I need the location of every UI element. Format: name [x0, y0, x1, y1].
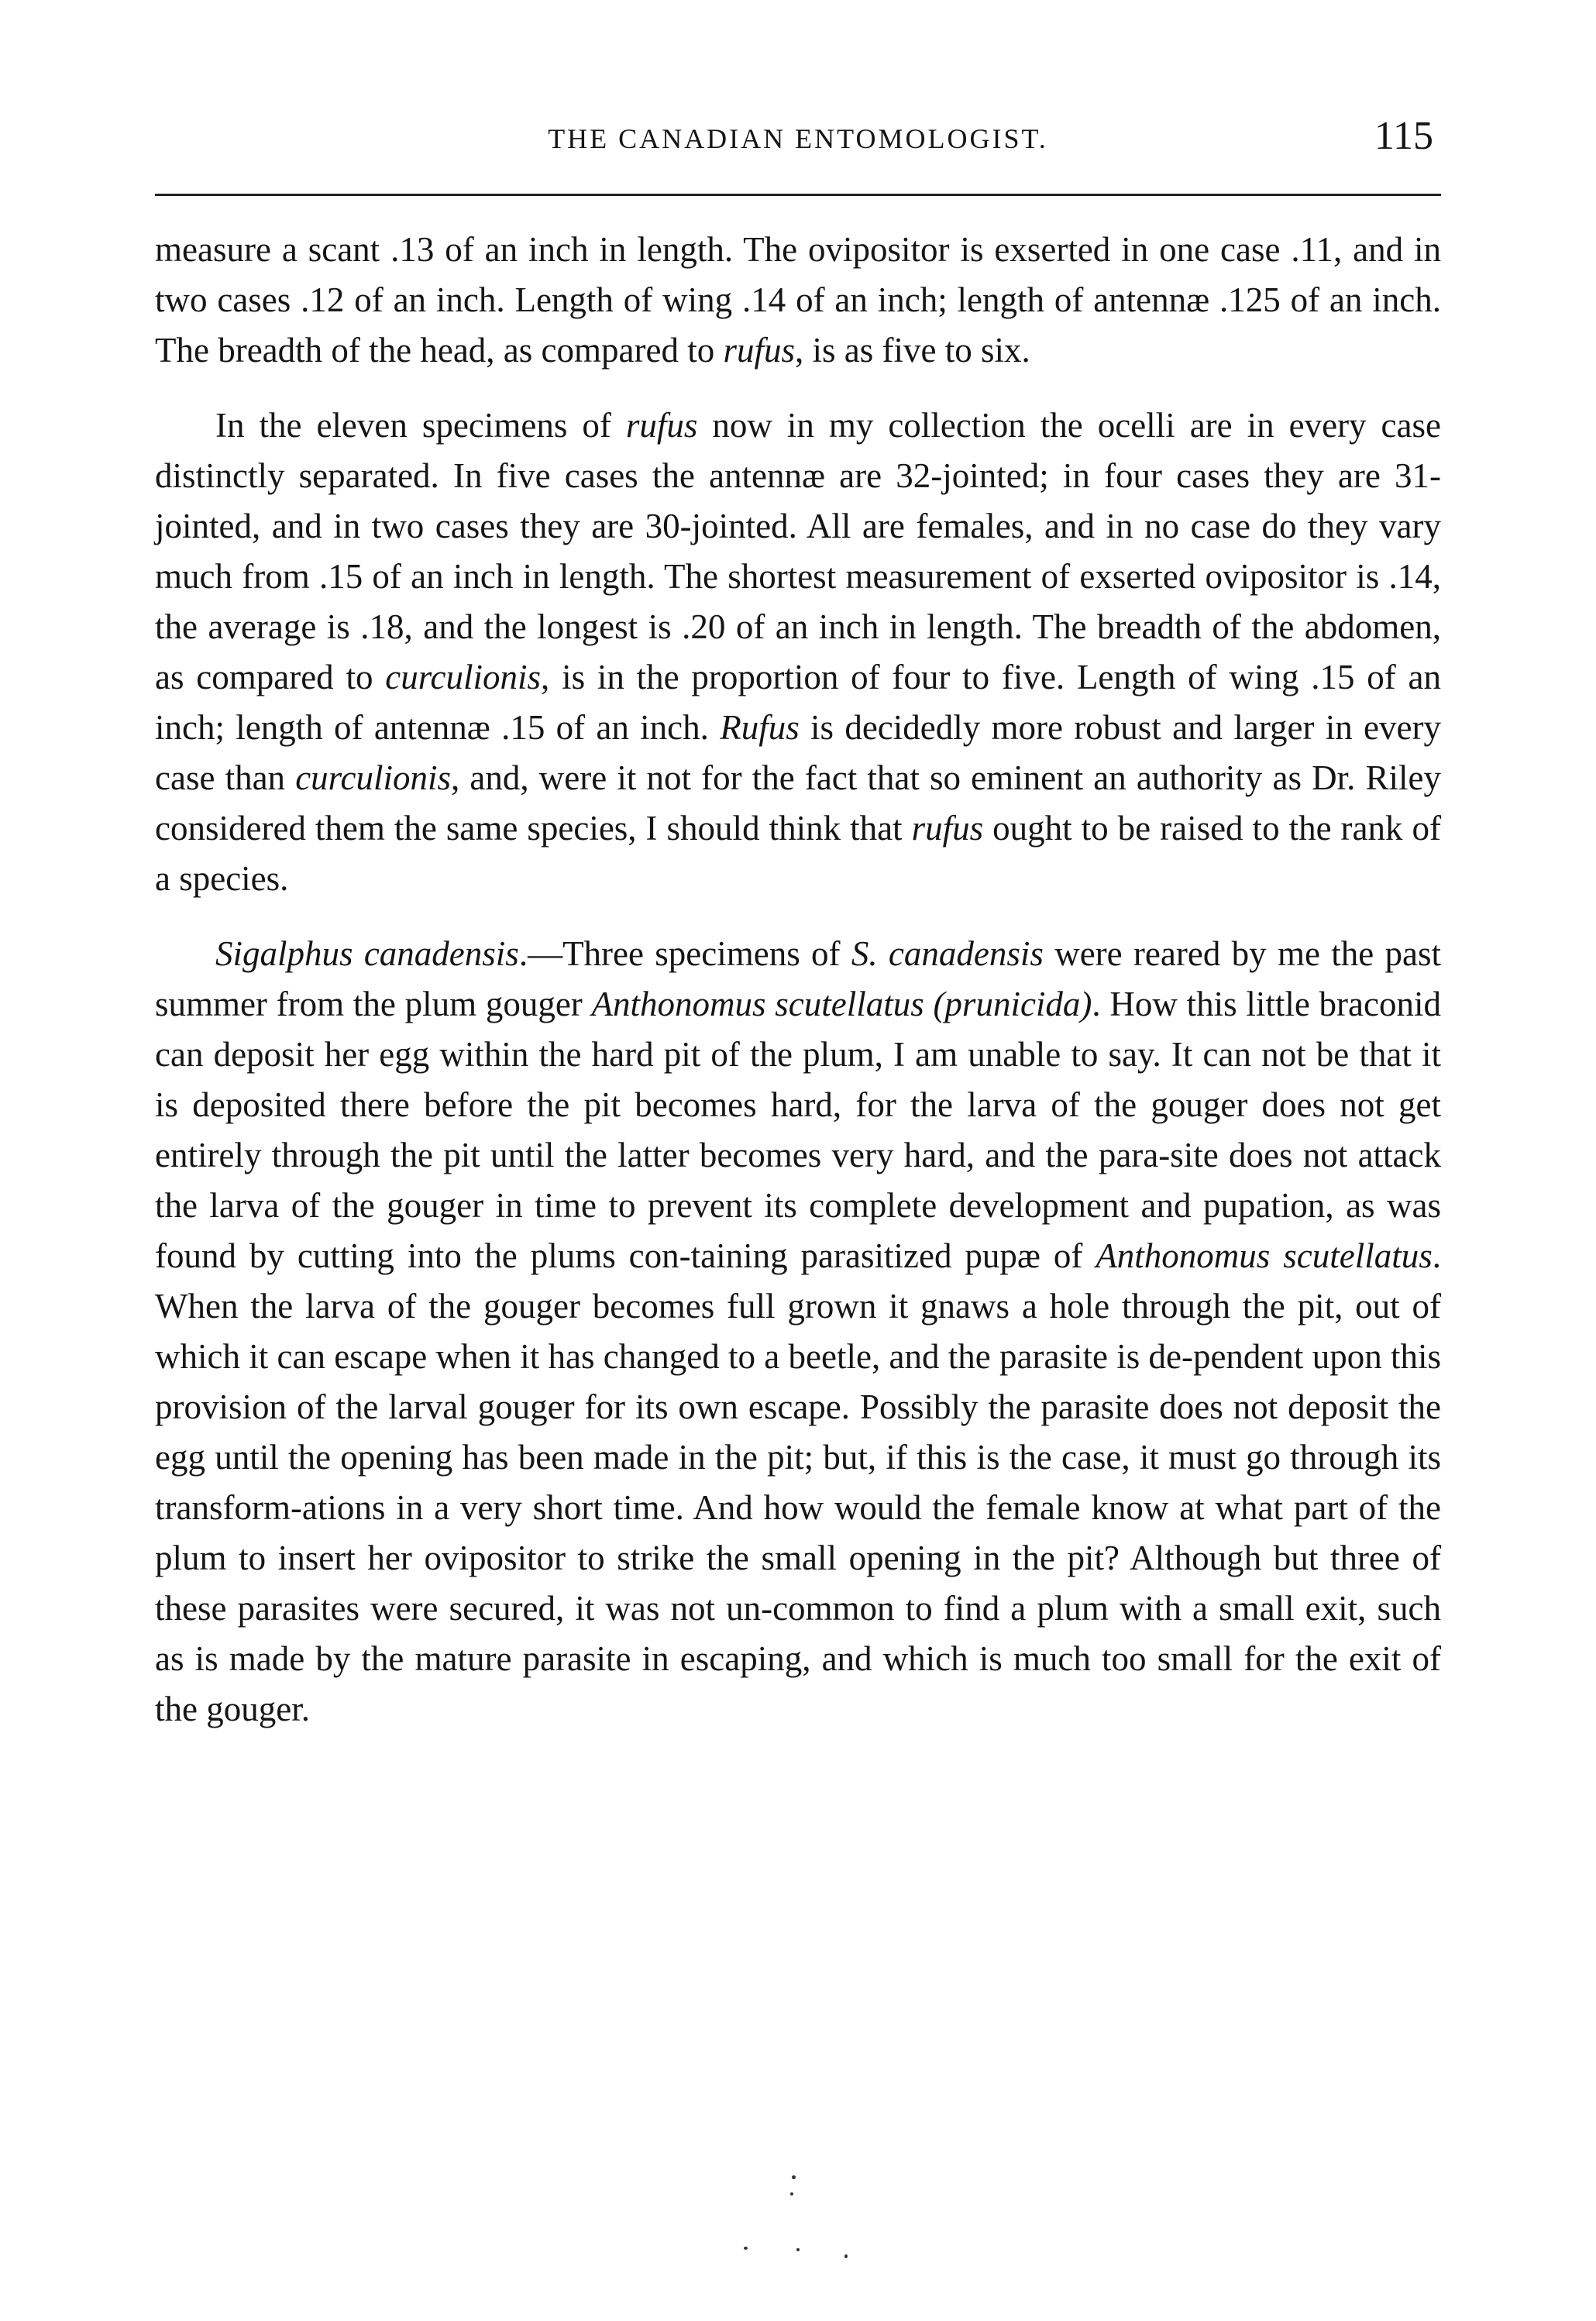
text-run: . How this little braconid can deposit her egg within the hard pit of the plum, I am unable to say. It can not be that it is deposited there before the pit becomes hard, for the larva of the gouger does not get entirely through the pit until the latter becomes very hard, and the para-site does not attack the larva of the gouger in time to prevent its complete development and pupation, as was found by cutting into the plums con-taining parasitized pupæ of	[155, 985, 1441, 1275]
text-run: measure a scant .13 of an inch in length. The ovipositor is exserted in one case .11, and in two cases .12 of an inch. Length of wing .14 of an inch; length of antennæ .125 of an inch. The breadth of the head, as compared to	[155, 230, 1441, 370]
italic-text: curculionis	[295, 758, 451, 797]
body-text	[155, 225, 1441, 1735]
italic-text: rufus	[911, 809, 984, 848]
italic-text: Rufus	[720, 708, 800, 747]
italic-text: rufus	[723, 331, 795, 370]
print-specks	[589, 2115, 899, 2270]
italic-text: curculionis	[385, 658, 542, 696]
italic-text: Anthonomus scutellatus	[1096, 1236, 1433, 1275]
page-number: 115	[1374, 114, 1433, 158]
italic-text: S. canadensis	[851, 934, 1044, 973]
running-head	[155, 116, 1441, 170]
text-run: were reared by me the past summer from the plum gouger	[155, 934, 1441, 1023]
book-page	[155, 0, 1441, 2321]
italic-text: Sigalphus canadensis	[215, 934, 519, 973]
text-run: is decidedly more robust and larger in every case than	[155, 708, 1441, 797]
text-run: , and, were it not for the fact that so eminent an authority as Dr. Riley considered them the same species, I should think that	[155, 758, 1441, 848]
speck	[796, 2248, 800, 2251]
paragraph-2	[155, 401, 1441, 904]
text-run: ought to be raised to the rank of a species.	[155, 809, 1441, 898]
text-run: In the eleven specimens of	[215, 406, 626, 445]
paragraph-1	[155, 225, 1441, 376]
text-run: , is in the proportion of four to five. Length of wing .15 of an inch; length of antennæ .15 of an inch.	[155, 658, 1441, 747]
text-run: . When the larva of the gouger becomes full grown it gnaws a hole through the pit, out of which it can escape when it has changed to a beetle, and the parasite is de-pendent upon this provision of the larval gouger for its own escape. Possibly the parasite does not deposit the egg until the opening has been made in the pit; but, if this is the case, it must go through its transform-ations in a very short time. And how would the female know at what part of the plum to insert her ovipositor to strike the small opening in the pit? Although but three of these parasites were secured, it was not un-common to find a plum with a small exit, such as is made by the mature parasite in escaping, and which is much too small for the exit of the gouger.	[155, 1236, 1441, 1728]
running-title: THE CANADIAN ENTOMOLOGIST.	[548, 123, 1048, 154]
text-run: , is as five to six.	[794, 331, 1030, 370]
speck	[844, 2254, 848, 2258]
speck	[790, 2192, 793, 2195]
header-rule	[155, 194, 1441, 196]
speck	[792, 2175, 796, 2179]
text-run: now in my collection the ocelli are in every case distinctly separated. In five cases the antennæ are 32-jointed; in four cases they are 31-jointed, and in two cases they are 30-jointed. All are females, and in no case do they vary much from .15 of an inch in length. The shortest measurement of exserted ovipositor is .14, the average is .18, and the longest is .20 of an inch in length. The breadth of the abdomen, as compared to	[155, 406, 1441, 696]
speck	[744, 2247, 748, 2250]
italic-text: rufus	[625, 406, 698, 445]
italic-text: Anthonomus scutellatus (prunicida)	[591, 985, 1092, 1023]
text-run: .—Three specimens of	[518, 934, 851, 973]
paragraph-3	[155, 929, 1441, 1735]
